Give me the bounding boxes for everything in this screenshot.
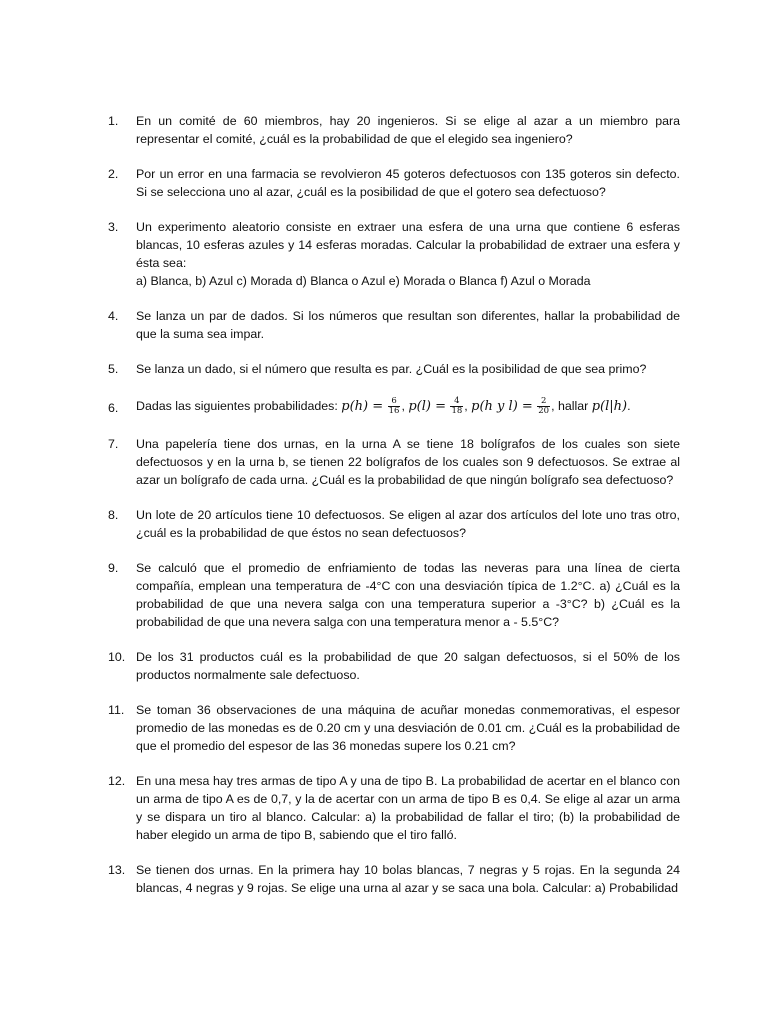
problem-11 <box>108 701 680 755</box>
probability-outro: , hallar <box>551 399 589 413</box>
problem-6 <box>108 395 680 418</box>
problem-number: 6. <box>108 401 119 415</box>
problem-text: Por un error en una farmacia se revolvieron 45 goteros defectuosos con 135 goteros sin defecto. Si se selecciona uno al azar, ¿cuál es la posibilidad de que el gotero sea defectuoso? <box>136 167 680 199</box>
problem-2 <box>108 165 680 201</box>
fraction-numerator: 4 <box>454 396 460 407</box>
p-l-label: p(l) = <box>408 399 446 414</box>
problem-text: Se lanza un par de dados. Si los números que resultan son diferentes, hallar la probabilidad de que la suma sea impar. <box>136 309 680 341</box>
problem-options: a) Blanca, b) Azul c) Morada d) Blanca o Azul e) Morada o Blanca f) Azul o Morada <box>136 274 591 288</box>
problem-number: 4. <box>108 309 119 323</box>
problem-text: En un comité de 60 miembros, hay 20 ingenieros. Si se elige al azar a un miembro para representar el comité, ¿cuál es la probabilidad de que el elegido sea ingeniero? <box>136 114 680 146</box>
problem-number: 12. <box>108 774 126 788</box>
problem-text: Un lote de 20 artículos tiene 10 defectuosos. Se eligen al azar dos artículos del lote uno tras otro, ¿cuál es la probabilidad de que éstos no sean defectuosos? <box>136 508 680 540</box>
problem-text: Se lanza un dado, si el número que resulta es par. ¿Cuál es la posibilidad de que sea primo? <box>136 362 647 376</box>
problem-text: De los 31 productos cuál es la probabilidad de que 20 salgan defectuosos, si el 50% de los productos normalmente sale defectuoso. <box>136 650 680 682</box>
problem-number: 13. <box>108 863 126 877</box>
problem-text: Una papelería tiene dos urnas, en la urna A se tiene 18 bolígrafos de los cuales son siete defectuosos y en la urna b, se tienen 22 bolígrafos de los cuales son 9 defectuosos. Se extrae al azar un bolígrafo de cada urna. ¿Cuál es la probabilidad de que ningún bolígrafo sea defectuoso? <box>136 437 680 487</box>
problem-12 <box>108 772 680 844</box>
problem-text: Se toman 36 observaciones de una máquina de acuñar monedas conmemorativas, el espesor promedio de las monedas es de 0.20 cm y una desviación de 0.01 cm. ¿Cuál es la probabilidad de que el promedio del espesor de las 36 monedas supere los 0.21 cm? <box>136 703 680 753</box>
p-h-y-l-label: p(h y l) = <box>471 399 533 414</box>
problem-number: 8. <box>108 508 119 522</box>
fraction-numerator: 6 <box>391 396 397 407</box>
problem-number: 3. <box>108 220 119 234</box>
problem-10 <box>108 648 680 684</box>
problem-5 <box>108 360 680 378</box>
p-l-fraction <box>450 397 463 416</box>
problem-number: 10. <box>108 650 126 664</box>
problem-text: Se calculó que el promedio de enfriamiento de todas las neveras para una línea de cierta compañía, emplean una temperatura de -4°C con una desviación típica de 1.2°C. a) ¿Cuál es la probabilidad de que una nevera salga con una temperatura superior a -3°C? b) ¿Cuál es la probabilidad de que una nevera salga con una temperatura menor a - 5.5°C? <box>136 561 680 629</box>
problem-4 <box>108 307 680 343</box>
problem-number: 5. <box>108 362 119 376</box>
fraction-denominator: 18 <box>451 406 463 417</box>
problem-number: 7. <box>108 437 119 451</box>
problem-text: En una mesa hay tres armas de tipo A y una de tipo B. La probabilidad de acertar en el blanco con un arma de tipo A es de 0,7, y la de acertar con un arma de tipo B es 0,4. Se elige al azar un arma y se dispara un tiro al blanco. Calcular: a) la probabilidad de fallar el tiro; (b) la probabilidad de haber elegido un arma de tipo B, sabiendo que el tiro falló. <box>136 774 680 842</box>
problem-number: 9. <box>108 561 119 575</box>
problem-7 <box>108 435 680 489</box>
problem-9 <box>108 559 680 631</box>
problem-list <box>108 112 680 914</box>
problem-number: 2. <box>108 167 119 181</box>
separator: , <box>401 399 409 413</box>
problem-13 <box>108 861 680 897</box>
separator: , <box>464 399 472 413</box>
p-h-label: p(h) = <box>341 399 384 414</box>
problem-1 <box>108 112 680 148</box>
fraction-numerator: 2 <box>540 396 547 407</box>
problem-text: Se tienen dos urnas. En la primera hay 10 bolas blancas, 7 negras y 5 rojas. En la segunda 24 blancas, 4 negras y 9 rojas. Se elige una urna al azar y se saca una bola. Calcular: a) Probabilidad <box>136 863 680 895</box>
p-h-y-l-fraction <box>537 397 550 416</box>
problem-text <box>136 395 680 418</box>
fraction-denominator: 16 <box>388 406 400 417</box>
p-h-fraction <box>388 397 401 416</box>
probability-intro: Dadas las siguientes probabilidades: <box>136 399 338 413</box>
fraction-denominator: 20 <box>538 406 550 417</box>
problem-number: 11. <box>108 703 125 717</box>
problem-3 <box>108 218 680 290</box>
problem-number: 1. <box>108 114 119 128</box>
problem-8 <box>108 506 680 542</box>
period: . <box>627 399 631 413</box>
target-probability: p(l|h) <box>591 399 628 414</box>
problem-text: Un experimento aleatorio consiste en extraer una esfera de una urna que contiene 6 esferas blancas, 10 esferas azules y 14 esferas moradas. Calcular la probabilidad de extraer una esfera y ésta sea: <box>136 220 680 270</box>
